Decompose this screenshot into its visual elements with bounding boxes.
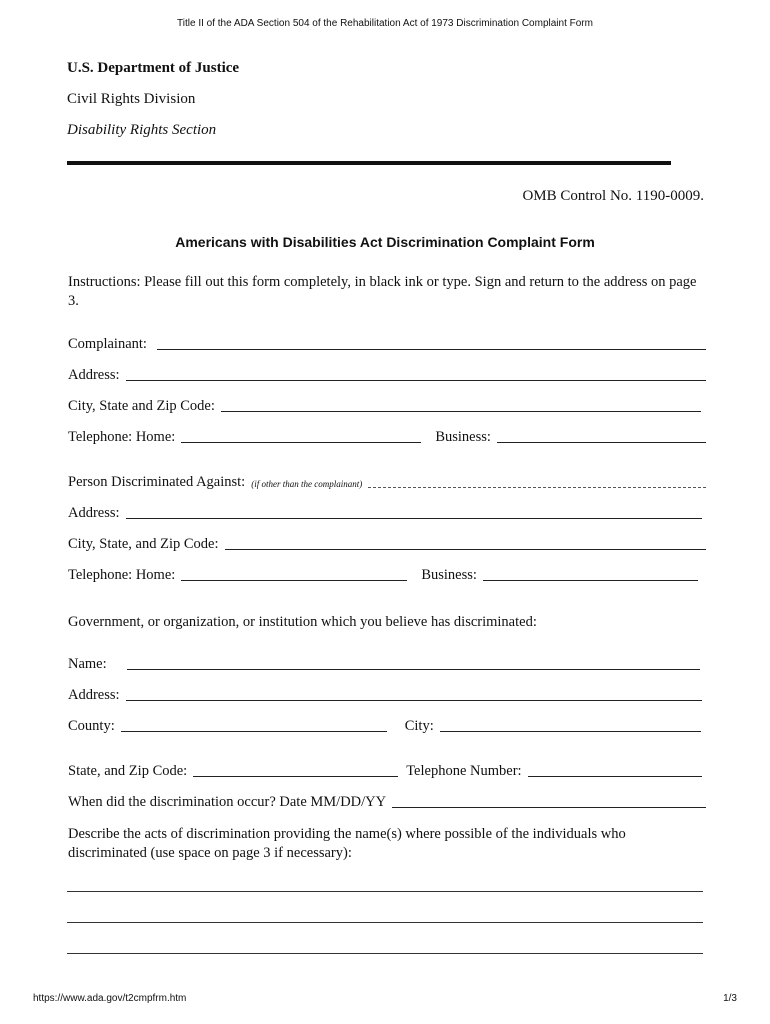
header-divider bbox=[67, 161, 671, 165]
complainant-phone-home-field[interactable] bbox=[181, 441, 421, 443]
complainant-address-label: Address: bbox=[68, 367, 120, 383]
person-city-label: City, State, and Zip Code: bbox=[68, 536, 219, 552]
org-address-label: Address: bbox=[68, 687, 120, 703]
complainant-city-field[interactable] bbox=[221, 410, 701, 412]
org-county-city-row bbox=[68, 715, 701, 735]
complainant-field[interactable] bbox=[157, 348, 706, 350]
person-address-row bbox=[68, 502, 702, 522]
description-line-2[interactable] bbox=[67, 922, 703, 923]
org-city-label: City: bbox=[404, 718, 434, 734]
organization-heading: Government, or organization, or institution which you believe has discriminated: bbox=[68, 614, 537, 630]
complainant-city-label: City, State and Zip Code: bbox=[68, 398, 215, 414]
org-phone-label: Telephone Number: bbox=[406, 763, 522, 779]
person-phone-business-label: Business: bbox=[421, 567, 477, 583]
form-title: Americans with Disabilities Act Discrimination Complaint Form bbox=[175, 234, 595, 250]
org-name-field[interactable] bbox=[127, 668, 700, 670]
omb-control-number: OMB Control No. 1190-0009. bbox=[522, 188, 704, 204]
person-address-label: Address: bbox=[68, 505, 120, 521]
date-question-label: When did the discrimination occur? Date MM/DD/YY bbox=[68, 794, 387, 810]
person-field[interactable] bbox=[368, 486, 706, 488]
date-field[interactable] bbox=[392, 806, 706, 808]
org-address-field[interactable] bbox=[126, 699, 702, 701]
org-name-label: Name: bbox=[68, 656, 107, 672]
instructions-text: Instructions: Please fill out this form completely, in black ink or type. Sign and return to the address on page 3. bbox=[68, 274, 697, 309]
complainant-address-row bbox=[68, 364, 706, 384]
complainant-phone-business-label: Business: bbox=[435, 429, 491, 445]
person-note: (if other than the complainant) bbox=[251, 479, 363, 489]
person-row bbox=[68, 471, 706, 491]
complainant-phone-row bbox=[68, 426, 706, 446]
footer-page-number: 1/3 bbox=[723, 993, 737, 1004]
person-address-field[interactable] bbox=[126, 517, 702, 519]
person-phone-home-label: Telephone: Home: bbox=[68, 567, 176, 583]
description-line-1[interactable] bbox=[67, 891, 703, 892]
person-label: Person Discriminated Against: bbox=[68, 474, 246, 490]
org-state-phone-row bbox=[68, 760, 702, 780]
description-line-3[interactable] bbox=[67, 953, 703, 954]
org-phone-field[interactable] bbox=[528, 775, 702, 777]
org-city-field[interactable] bbox=[440, 730, 701, 732]
org-county-label: County: bbox=[68, 718, 115, 734]
date-row bbox=[68, 791, 706, 811]
org-state-zip-label: State, and Zip Code: bbox=[68, 763, 188, 779]
person-phone-home-field[interactable] bbox=[181, 579, 407, 581]
person-phone-business-field[interactable] bbox=[483, 579, 698, 581]
complainant-address-field[interactable] bbox=[126, 379, 706, 381]
org-state-zip-field[interactable] bbox=[193, 775, 398, 777]
person-phone-row bbox=[68, 564, 698, 584]
person-city-row bbox=[68, 533, 706, 553]
person-city-field[interactable] bbox=[225, 548, 707, 550]
complainant-label: Complainant: bbox=[68, 336, 147, 352]
division-name: Civil Rights Division bbox=[67, 91, 196, 107]
page-header-title: Title II of the ADA Section 504 of the Rehabilitation Act of 1973 Discrimination Complaint Form bbox=[177, 18, 593, 29]
footer-url: https://www.ada.gov/t2cmpfrm.htm bbox=[33, 993, 187, 1004]
complainant-phone-home-label: Telephone: Home: bbox=[68, 429, 176, 445]
section-name: Disability Rights Section bbox=[67, 122, 217, 138]
org-address-row bbox=[68, 684, 702, 704]
complainant-city-row bbox=[68, 395, 701, 415]
complainant-phone-business-field[interactable] bbox=[497, 441, 706, 443]
org-name-row bbox=[68, 653, 700, 673]
org-county-field[interactable] bbox=[121, 730, 387, 732]
complainant-row bbox=[68, 333, 706, 353]
describe-prompt: Describe the acts of discrimination providing the name(s) where possible of the individuals who discriminated (use space on page 3 if necessary): bbox=[68, 826, 626, 861]
department-name: U.S. Department of Justice bbox=[67, 60, 240, 76]
